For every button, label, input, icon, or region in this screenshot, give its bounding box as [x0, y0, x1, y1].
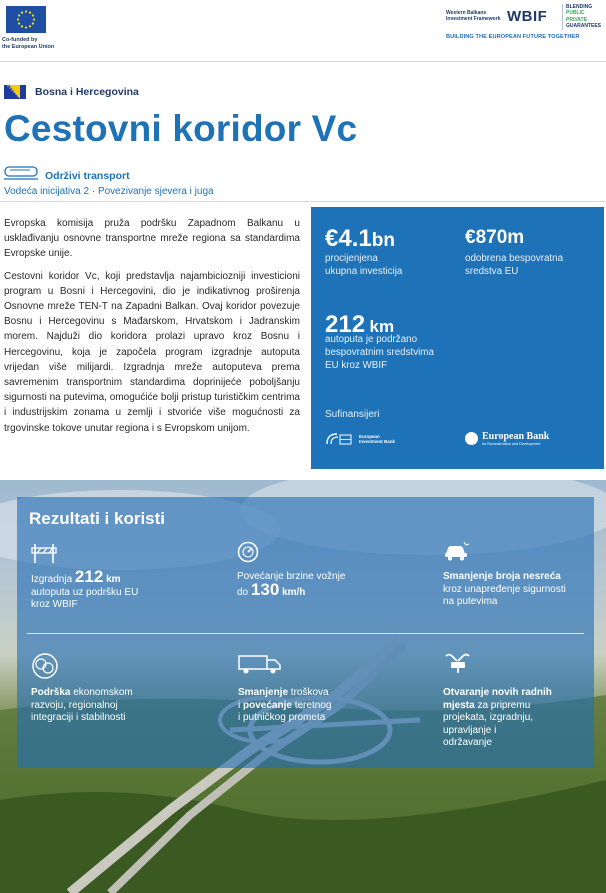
result-jobs: Otvaranje novih radnih mjesta za pripremu projekata, izgradnju, upravljanje i održavanje — [443, 687, 552, 749]
grants-desc: odobrena bespovratna sredstva EU — [465, 253, 564, 277]
initiative-label: Vodeća inicijativa 2 · Povezivanje sjevera i juga — [4, 186, 214, 197]
divider — [0, 201, 606, 202]
divider — [27, 633, 584, 634]
eu-caption: Co-funded by the European Union — [2, 37, 55, 50]
results-title: Rezultati i koristi — [29, 509, 166, 528]
result-accidents: Smanjenje broja nesreća kroz unapređenje sigurnosti na putevima — [443, 571, 566, 608]
body-paragraph: Evropska komisija pruža podršku Zapadnom Balkanu u usklađivanju osnovne transportne mreže regiona sa standardima Evropske unije. — [4, 218, 300, 260]
bih-flag-icon — [4, 85, 26, 99]
blending-logo: BLENDING PUBLIC PRIVATE GUARANTEES — [562, 4, 602, 30]
eu-flag-icon — [6, 6, 46, 33]
country-name: Bosna i Hercegovina — [35, 86, 139, 98]
result-economy: Podrška ekonomskom razvoju, regionalnoj integraciji i stabilnosti — [31, 687, 133, 724]
km-desc: autoputa je podržano bespovratnim sredstvima EU kroz WBIF — [325, 334, 434, 371]
wbif-subtitle: Western Balkans Investment Framework — [446, 10, 501, 22]
result-construction: Izgradnja 212 km autoputa uz podršku EU kroz WBIF — [31, 567, 139, 611]
ebrd-mark-icon — [465, 432, 478, 445]
tools-icon — [443, 652, 473, 674]
eib-mark-icon — [325, 432, 355, 446]
body-paragraph: Cestovni koridor Vc, koji predstavlja najambiciozniji investicioni program u Bosni i Hercegovini, dio je indikativnog proširenja Osnovne mreže TEN-T na Zapadni Balkan. Ovaj koridor povezuje Bosnu i Hercegovinu s Mađarskom, Hrvatskom i Jadranskim morem. Najduži dio koridora prolazi upravo kroz Bosnu i Hercegovinu, koja je započela program izgradnje autoputa vrijedan više milijardi. Izgradnja mreže autoputeva prema savremenim transportnim standardima doprinijeće poboljšanju sigurnosti na putevima, omogućiće bolji pristup turističkim centrima i industrijskim zonama u zemlji i stvoriće više mogućnosti za trgovinske tokove unutar regiona i s Evropskom unijom. — [4, 270, 300, 434]
stats-panel: €4.1bn procijenjena ukupna investicija €870m odobrena bespovratna sredstva EU 212 km autoputa je podržano bespovratnim sredstvima EU kroz WBIF Sufinansijeri European Investment Bank European Bank for Reconstruction and Development — [311, 207, 604, 469]
economy-circles-icon — [31, 652, 59, 680]
road-barrier-icon — [31, 542, 57, 564]
investment-stat: €4.1bn — [325, 225, 395, 252]
wbif-tagline: BUILDING THE EUROPEAN FUTURE TOGETHER — [446, 34, 580, 40]
investment-desc: procijenjena ukupna investicija — [325, 253, 403, 277]
cofinanciers-label: Sufinansijeri — [325, 409, 380, 420]
car-crash-icon — [443, 540, 469, 562]
result-speed: Povećanje brzine vožnje do 130 km/h — [237, 571, 346, 599]
results-panel — [17, 497, 594, 768]
truck-icon — [238, 653, 282, 675]
km-stat: 212 km — [325, 311, 395, 338]
page-title: Cestovni koridor Vc — [4, 108, 358, 149]
sector-label: Održivi transport — [45, 170, 130, 182]
train-icon — [4, 165, 38, 181]
page-header — [0, 0, 606, 62]
grants-stat: €870m — [465, 227, 525, 248]
speedometer-icon — [237, 541, 263, 563]
body-text — [4, 216, 300, 443]
wbif-logo: WBIF — [507, 8, 548, 25]
result-costs: Smanjenje troškova i povećanje teretnog i putničkog prometa — [238, 687, 332, 724]
